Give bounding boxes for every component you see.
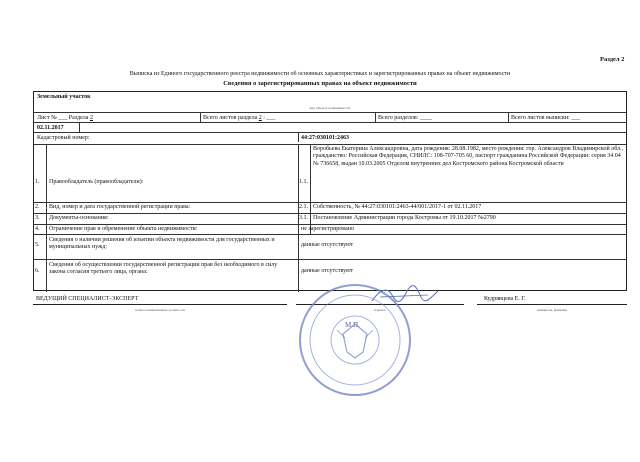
object-type: Земельный участок [37, 94, 91, 100]
row-label: Документы-основания: [49, 215, 109, 221]
row-value: данные отсутствуют [301, 268, 354, 274]
row-number: 4. [35, 226, 40, 232]
row-number: 1. [35, 179, 40, 185]
row-sub: 1.1. [299, 179, 308, 185]
name-caption: инициалы, фамилия [537, 308, 567, 312]
signature-caption: подпись [373, 308, 387, 312]
cadastral-number: 44:27:030101:2463 [301, 135, 349, 141]
row-value: Постановление Администрации города Костромы от 19.10.2017 №2790 [313, 215, 496, 221]
divider [34, 213, 626, 214]
position-caption: полное наименование должности [135, 308, 185, 312]
section-label: Раздел 2 [600, 56, 625, 63]
divider [34, 224, 626, 225]
row-value: не зарегистрировано [301, 226, 354, 232]
divider [34, 132, 626, 133]
row-label: Сведения о наличии решения об изъятии объекта недвижимости для государственных и муниципальных нужд: [49, 237, 275, 250]
row-number: 2. [35, 204, 40, 210]
total-extract-sheets: Всего листов выписки: ___ [511, 115, 581, 121]
divider [34, 202, 626, 203]
rights-table [33, 91, 627, 291]
row-label: Вид, номер и дата государственной регистрации права: [49, 204, 191, 210]
cadastral-label: Кадастровый номер: [37, 135, 90, 141]
extract-date: 02.11.2017 [37, 125, 64, 131]
official-stamp-icon [297, 282, 413, 398]
divider [34, 144, 626, 145]
row-number: 3. [35, 215, 40, 221]
row-number: 6. [35, 268, 40, 274]
signer-position: ВЕДУЩИЙ СПЕЦИАЛИСТ-ЭКСПЕРТ [36, 296, 139, 302]
divider [34, 122, 626, 123]
total-sections: Всего разделов: ____ [378, 115, 432, 121]
row-sub: 3.1. [299, 215, 308, 221]
row-label: Ограничение прав и обременение объекта недвижимости: [49, 226, 198, 232]
stamp-text: М.П. [345, 321, 360, 329]
signer-name: Кудрявцева Е. Г. [484, 296, 526, 302]
document-subtitle: Сведения о зарегистрированных правах на объект недвижимости [223, 80, 417, 87]
row-label: Сведения об осуществлении государственной регистрации прав без необходимого в силу закона согласия третьего лица, органа: [49, 262, 278, 275]
divider [34, 112, 626, 113]
sheet-number: Лист № ___ Раздела 2 [37, 115, 93, 121]
total-sheets: Всего листов раздела 2 : ___ [203, 115, 276, 121]
divider [34, 234, 626, 235]
row-number: 5. [35, 242, 40, 248]
row-value: Воробьева Екатерина Александровна, дата рождения: 28.08.1982, место рождения: гор. Александров Владимирской обл., гражданство: Российская Федерация, СНИЛС: 108-707-705 60, паспорт гражданина Российской Федерации: серия 34 04 № 736658, выдан 10.03.2005 Отделом внутренних дел Костромского района Костромской области [313, 146, 624, 167]
row-value: Собственность, № 44:27:030101:2463-44/001/2017-1 от 02.11.2017 [313, 204, 482, 210]
row-value: данные отсутствуют [301, 242, 354, 248]
row-sub: 2.1. [299, 204, 308, 210]
page-bottom [0, 420, 640, 462]
divider [34, 259, 626, 260]
document-title: Выписка из Единого государственного реестра недвижимости об основных характеристиках и зарегистрированных правах на объект недвижимости [129, 71, 511, 77]
object-type-caption: вид объекта недвижимости [309, 106, 351, 110]
row-label: Правообладатель (правообладатели): [49, 179, 144, 185]
